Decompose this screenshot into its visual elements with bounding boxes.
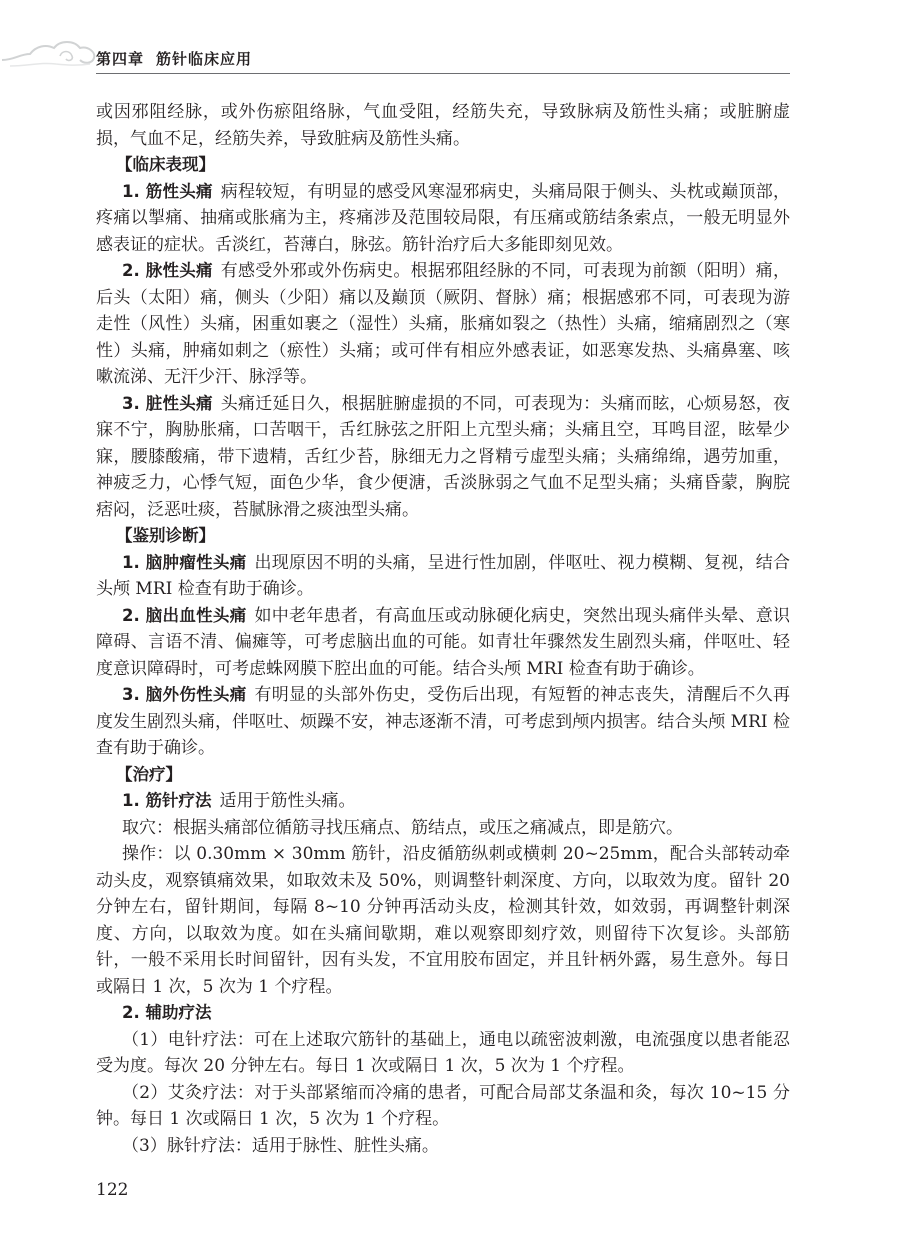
header-rule [96, 73, 790, 74]
item-label: 3. 脏性头痛 [122, 393, 213, 413]
intro-paragraph: 或因邪阻经脉，或外伤瘀阻络脉，气血受阻，经筋失充，导致脉病及筋性头痛；或脏腑虚损，气血不足，经筋失养，导致脏病及筋性头痛。 [96, 102, 790, 149]
section-heading-treatment: 【治疗】 [116, 764, 182, 784]
aux-therapy-paragraph: （3）脉针疗法：适用于脉性、脏性头痛。 [122, 1135, 439, 1156]
diagnosis-item [96, 603, 790, 683]
diagnosis-item [96, 550, 790, 603]
chapter-title: 筋针临床应用 [156, 50, 253, 68]
chapter-number: 第四章 [96, 50, 145, 68]
aux-therapy-paragraph: （2）艾灸疗法：对于头部紧缩而冷痛的患者，可配合局部艾条温和灸，每次 10~15 分钟。每日 1 次或隔日 1 次，5 次为 1 个疗程。 [96, 1082, 790, 1129]
treatment-item [96, 788, 790, 815]
clinical-item [96, 258, 790, 391]
item-label: 3. 脑外伤性头痛 [122, 685, 247, 704]
diagnosis-item [96, 682, 790, 762]
page-header [0, 0, 900, 80]
item-text: 头痛迁延日久，根据脏腑虚损的不同，可表现为：头痛而眩，心烦易怒，夜寐不宁，胸胁胀痛，口苦咽干，舌红脉弦之肝阳上亢型头痛；头痛且空，耳鸣目涩，眩晕少寐，腰膝酸痛，带下遗精，舌红少苔，脉细无力之肾精亏虚型头痛；头痛绵绵，遇劳加重，神疲乏力，心悸气短，面色少华，食少便溏，舌淡脉弱之气血不足型头痛；头痛昏蒙，胸脘痞闷，泛恶吐痰，苔腻脉滑之痰浊型头痛。 [96, 393, 790, 520]
item-label: 2. 脑出血性头痛 [122, 605, 247, 625]
cloud-ornament-icon [0, 36, 98, 70]
item-label: 1. 脑肿瘤性头痛 [122, 552, 247, 572]
item-text: 有感受外邪或外伤病史。根据邪阻经脉的不同，可表现为前额（阳明）痛，后头（太阳）痛，侧头（少阳）痛以及巅顶（厥阴、督脉）痛；根据感邪不同，可表现为游走性（风性）头痛，困重如裹之（湿性）头痛，胀痛如裂之（热性）头痛，缩痛剧烈之（寒性）头痛，肿痛如刺之（瘀性）头痛；或可伴有相应外感表证，如恶寒发热、头痛鼻塞、咳嗽流涕、无汗少汗、脉浮等。 [96, 261, 790, 387]
clinical-item [96, 179, 790, 259]
item-label: 1. 筋性头痛 [122, 181, 213, 201]
page-body [96, 99, 790, 1159]
section-heading-clinical: 【临床表现】 [116, 155, 215, 174]
item-label: 2. 辅助疗法 [122, 1003, 212, 1022]
acupoint-paragraph: 取穴：根据头痛部位循筋寻找压痛点、筋结点，或压之痛减点，即是筋穴。 [122, 817, 683, 838]
aux-therapy-paragraph: （1）电针疗法：可在上述取穴筋针的基础上，通电以疏密波刺激，电流强度以患者能忍受为度。每次 20 分钟左右。每日 1 次或隔日 1 次，5 次为 1 个疗程。 [96, 1029, 790, 1076]
item-label: 1. 筋针疗法 [122, 791, 212, 810]
item-text: 如中老年患者，有高血压或动脉硬化病史，突然出现头痛伴头晕、意识障碍、言语不清、偏瘫等，可考虑脑出血的可能。如青壮年骤然发生剧烈头痛，伴呕吐、轻度意识障碍时，可考虑蛛网膜下腔出血的可能。结合头颅 MRI 检查有助于确诊。 [96, 605, 790, 679]
clinical-item [96, 391, 790, 524]
operation-paragraph: 操作：以 0.30mm × 30mm 筋针，沿皮循筋纵刺或横刺 20~25mm，配合头部转动牵动头皮，观察镇痛效果，如取效未及 50%，则调整针刺深度、方向，以取效为度。留针 20 分钟左右，留针期间，每隔 8~10 分钟再活动头皮，检测其针效，如效弱，再调整针刺深度、方向，以取效为度。如在头痛间歇期，难以观察即刻疗效，则留待下次复诊。头部筋针，一般不采用长时间留针，因有头发，不宜用胶布固定，并且针柄外露，易生意外。每日或隔日 1 次，5 次为 1 个疗程。 [96, 844, 790, 997]
item-text: 有明显的头部外伤史，受伤后出现，有短暂的神志丧失，清醒后不久再度发生剧烈头痛，伴呕吐、烦躁不安，神志逐渐不清，可考虑到颅内损害。结合头颅 MRI 检查有助于确诊。 [96, 685, 790, 758]
page-number: 122 [96, 1180, 129, 1200]
item-text: 出现原因不明的头痛，呈进行性加剧，伴呕吐、视力模糊、复视，结合头颅 MRI 检查有助于确诊。 [96, 552, 790, 599]
section-heading-diagnosis: 【鉴别诊断】 [116, 526, 215, 545]
item-text: 适用于筋性头痛。 [219, 791, 356, 811]
treatment-item [96, 1000, 790, 1027]
item-text: 病程较短，有明显的感受风寒湿邪病史，头痛局限于侧头、头枕或巅顶部，疼痛以掣痛、抽痛或胀痛为主，疼痛涉及范围较局限，有压痛或筋结条索点，一般无明显外感表证的症状。舌淡红，苔薄白，脉弦。筋针治疗后大多能即刻见效。 [96, 181, 790, 255]
item-label: 2. 脉性头痛 [122, 261, 213, 280]
running-head [96, 48, 264, 69]
